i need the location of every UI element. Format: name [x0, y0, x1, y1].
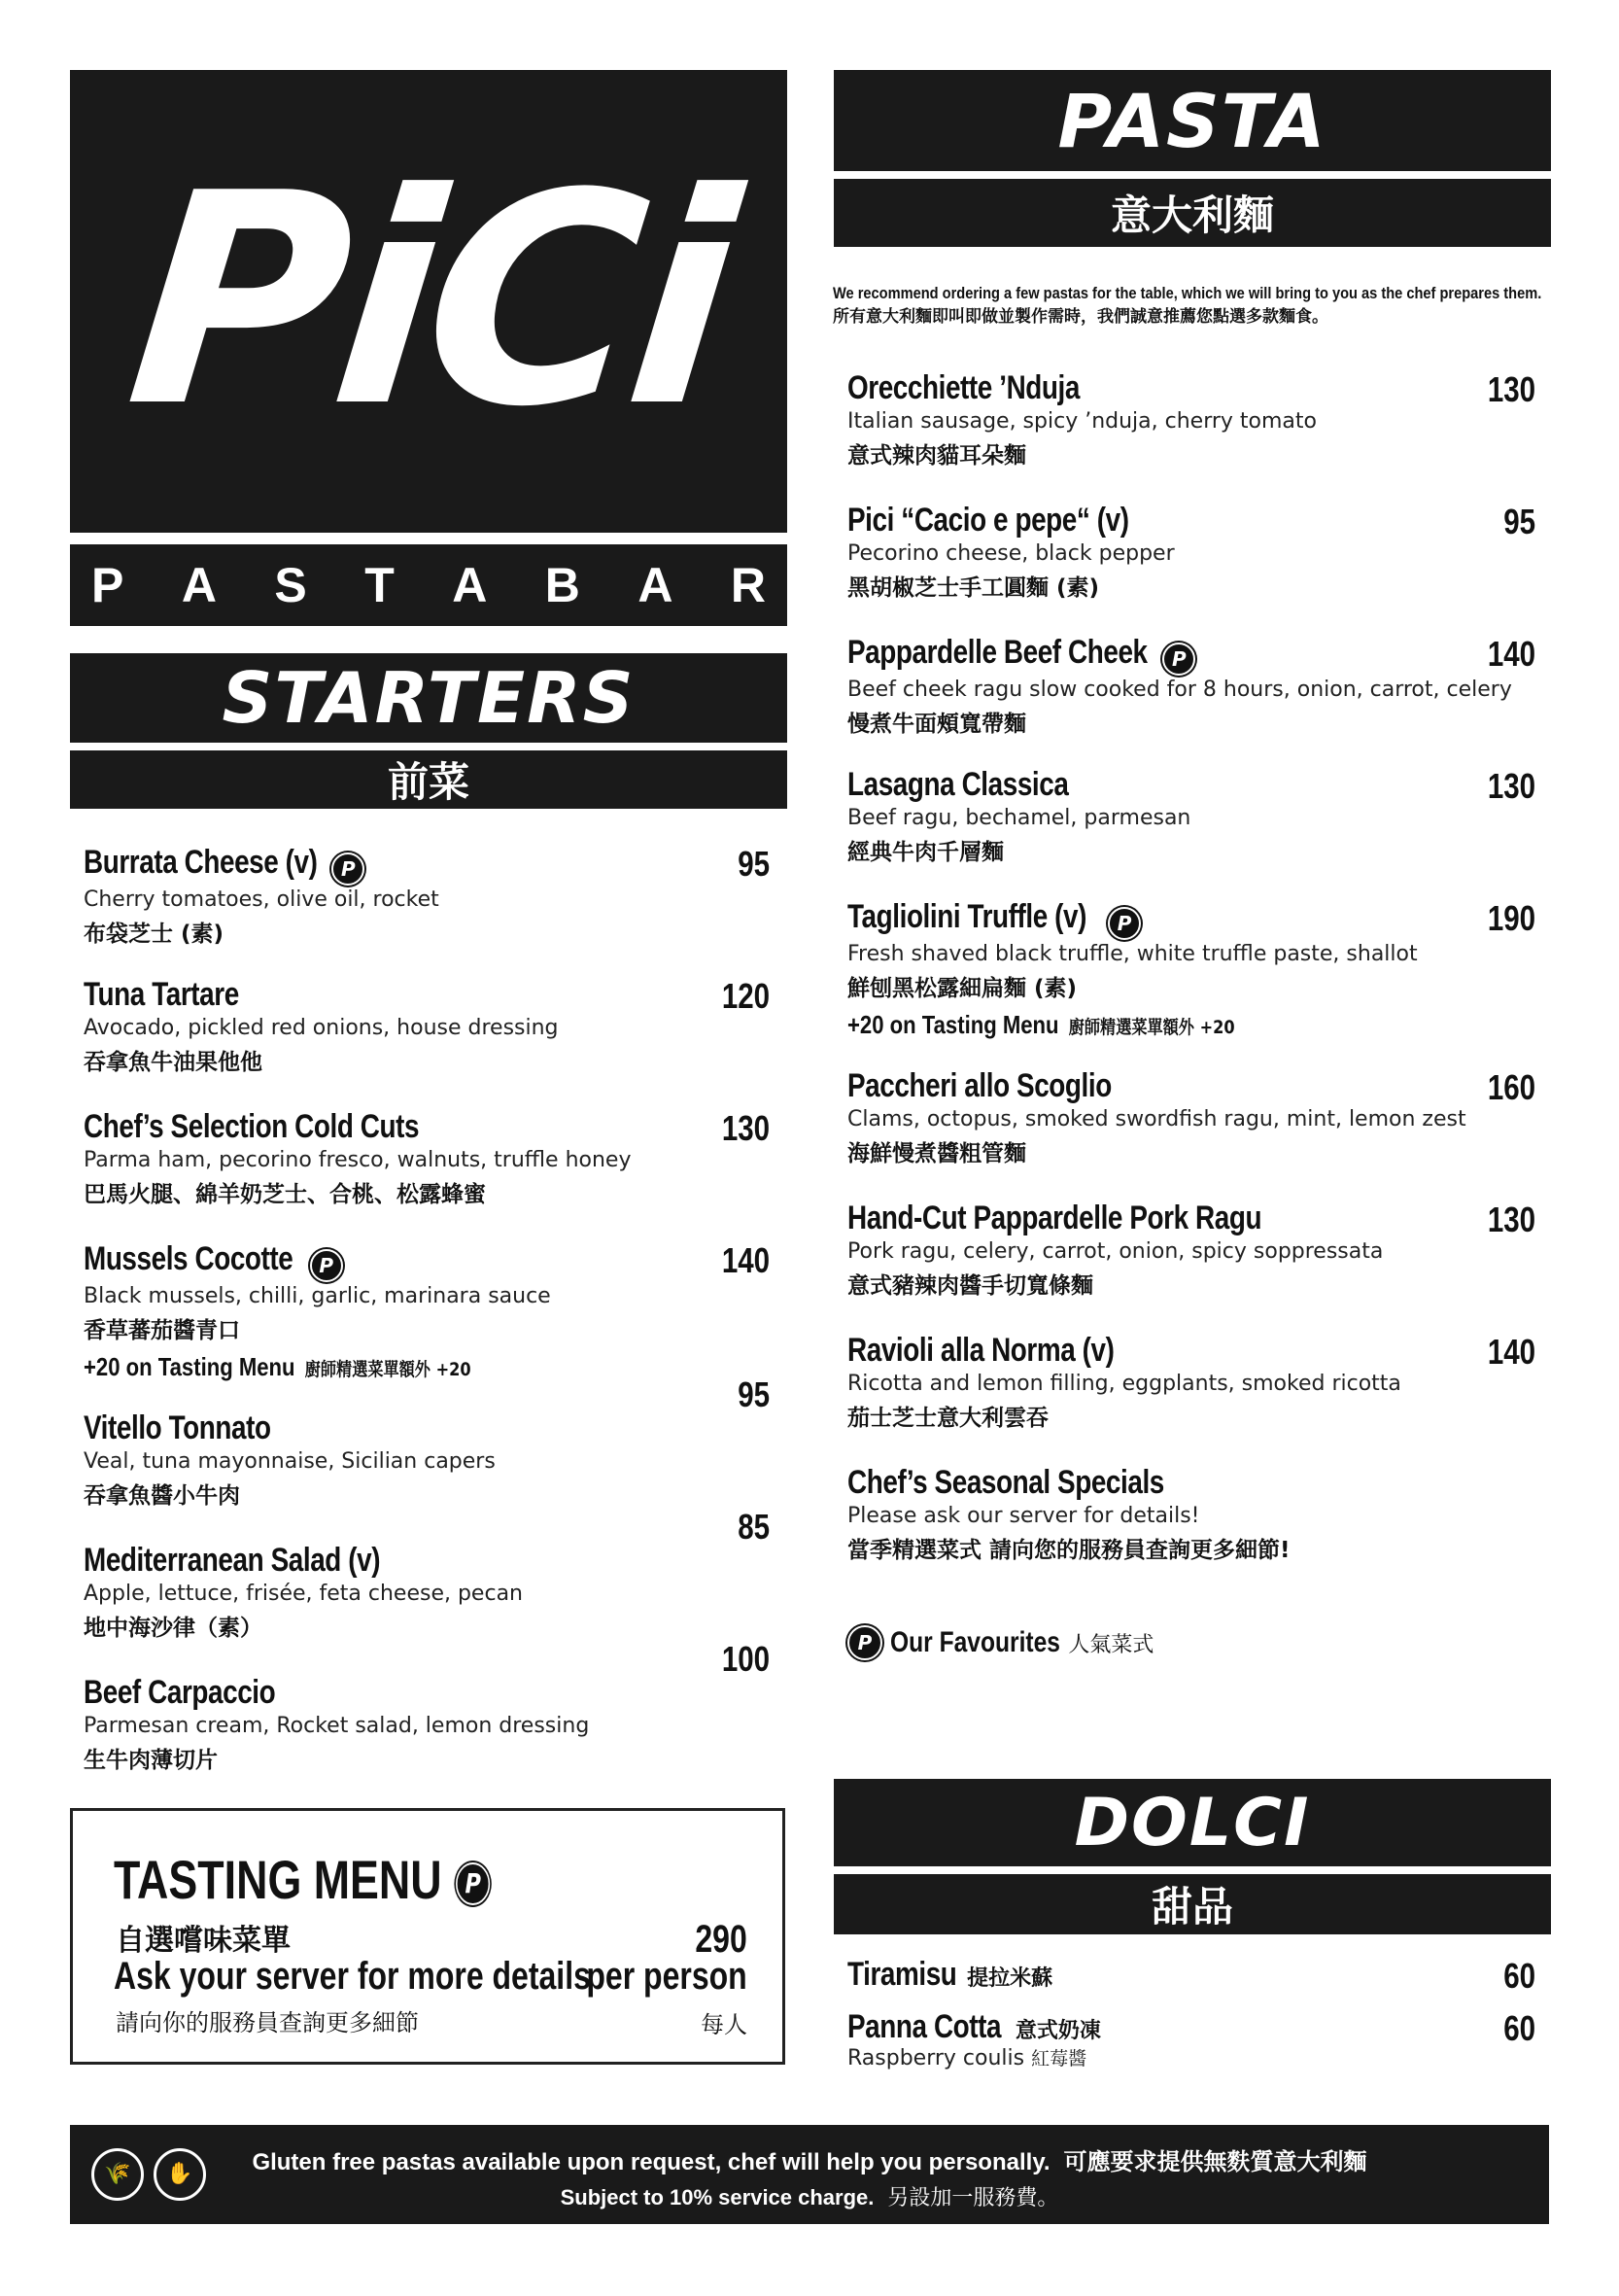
hand-made-icon: ✋	[154, 2148, 206, 2201]
item-desc: Clams, octopus, smoked swordfish ragu, mint, lemon zest	[847, 1107, 1466, 1131]
tasting-ask-cn: 請向你的服務員查詢更多細節	[116, 2009, 419, 2036]
item-desc: Beef ragu, bechamel, parmesan	[847, 806, 1191, 830]
item-price: 130	[1487, 1200, 1535, 1239]
item-name: Hand-Cut Pappardelle Pork Ragu	[847, 1200, 1262, 1236]
item-name: Burrata Cheese (v)	[84, 844, 318, 881]
tagline-letter: B	[544, 558, 580, 612]
item-price: 140	[721, 1240, 770, 1280]
item-cn: 吞拿魚醬小牛肉	[84, 1483, 240, 1509]
tasting-ask: Ask your server for more details	[114, 1955, 591, 1998]
favourite-icon: P	[1108, 907, 1141, 940]
item-price: 160	[1487, 1067, 1535, 1107]
menu-item	[847, 369, 1535, 470]
item-cn: 意式豬辣肉醬手切寬條麵	[847, 1273, 1093, 1299]
item-desc: Beef cheek ragu slow cooked for 8 hours, onion, carrot, celery	[847, 677, 1512, 702]
tasting-title	[114, 1848, 490, 1911]
starters-heading-cn	[70, 750, 787, 809]
item-desc-cn: 紅莓醬	[1031, 2048, 1087, 2070]
tagline-letter: A	[181, 558, 217, 612]
tasting-title-text: TASTING MENU	[114, 1849, 442, 1910]
favourite-icon: P	[456, 1862, 490, 1905]
pasta-title: PASTA	[1057, 77, 1327, 164]
item-name: Chef’s Seasonal Specials	[847, 1464, 1164, 1501]
item-name: Tuna Tartare	[84, 976, 239, 1013]
starters-title-cn: 前菜	[387, 758, 469, 806]
menu-item	[84, 1639, 770, 1774]
footer-line-1	[70, 2142, 1549, 2176]
item-cn: 茄士芝士意大利雲吞	[847, 1406, 1049, 1431]
item-desc: Cherry tomatoes, olive oil, rocket	[84, 887, 439, 912]
tagline-letter: P	[91, 558, 124, 612]
item-cn: 黑胡椒芝士手工圓麵 (素)	[847, 575, 1100, 601]
pasta-note	[833, 282, 1552, 329]
item-price: 95	[738, 844, 770, 884]
item-cn: 海鮮慢煮醬粗管麵	[847, 1141, 1026, 1166]
item-price: 140	[1487, 634, 1535, 674]
favourite-icon: P	[1162, 643, 1195, 676]
footer-gluten-text: Gluten free pastas available upon request, chef will help you personally.	[252, 2149, 1051, 2175]
item-name: Orecchiette ’Nduja	[847, 369, 1080, 406]
item-desc: Avocado, pickled red onions, house dressing	[84, 1016, 559, 1040]
item-name: Tagliolini Truffle (v)	[847, 898, 1087, 935]
item-price: 85	[738, 1507, 770, 1547]
menu-item	[84, 1240, 770, 1382]
tagline-letter: R	[730, 558, 766, 612]
item-desc: Raspberry coulis	[847, 2046, 1025, 2070]
surcharge-text: +20 on Tasting Menu	[84, 1351, 295, 1381]
pasta-title-cn: 意大利麵	[1110, 191, 1274, 239]
item-desc: Parmesan cream, Rocket salad, lemon dressing	[84, 1714, 590, 1738]
footer-gluten-cn: 可應要求提供無麩質意大利麵	[1063, 2148, 1367, 2175]
item-price: 60	[1503, 1956, 1535, 1996]
item-price: 100	[721, 1639, 770, 1679]
item-price: 130	[1487, 369, 1535, 409]
tagline-letter: T	[364, 558, 395, 612]
footer-line-2	[70, 2181, 1549, 2211]
favourite-icon: P	[331, 852, 364, 886]
tasting-menu-box	[70, 1808, 785, 2065]
tasting-title-cn: 自選嚐味菜單	[116, 1924, 291, 1958]
item-price: 130	[721, 1108, 770, 1148]
item-name: Panna Cotta	[847, 2008, 1002, 2045]
item-name: Mussels Cocotte	[84, 1240, 293, 1277]
favourite-icon: P	[847, 1625, 882, 1660]
menu-item	[847, 1464, 1535, 1564]
tasting-per-person-cn: 每人	[701, 2011, 747, 2038]
footer-service-text: Subject to 10% service charge.	[560, 2185, 875, 2209]
menu-item	[847, 1332, 1535, 1432]
item-cn: 提拉米蘇	[967, 1966, 1053, 1991]
item-cn: 香草蕃茄醬青口	[84, 1317, 240, 1343]
tagline-bar	[70, 544, 787, 626]
item-cn: 鮮刨黑松露細扁麵 (素)	[847, 975, 1078, 1001]
item-name: Beef Carpaccio	[84, 1674, 276, 1711]
item-name: Lasagna Classica	[847, 766, 1069, 803]
item-cn: 當季精選菜式 請向您的服務員查詢更多細節!	[847, 1538, 1291, 1563]
item-cn: 布袋芝士 (素)	[84, 921, 224, 947]
item-cn: 吞拿魚牛油果他他	[84, 1050, 262, 1075]
starters-heading	[70, 653, 787, 743]
item-cn: 地中海沙律（素）	[84, 1616, 262, 1641]
menu-item	[847, 502, 1535, 602]
item-price: 120	[721, 976, 770, 1016]
menu-item	[847, 766, 1535, 866]
surcharge-cn: 廚師精選菜單額外 +20	[1068, 1016, 1235, 1038]
item-cn: 意式奶凍	[1015, 2019, 1101, 2043]
item-cn: 經典牛肉千層麵	[847, 840, 1004, 865]
item-price: 95	[1503, 502, 1535, 541]
item-desc: Veal, tuna mayonnaise, Sicilian capers	[84, 1449, 496, 1474]
pasta-note-cn: 所有意大利麵即叫即做並製作需時，我們誠意推薦您點選多款麵食。	[833, 307, 1328, 327]
item-name: Pici “Cacio e pepe“ (v)	[847, 502, 1129, 539]
item-desc: Pecorino cheese, black pepper	[847, 541, 1175, 566]
logo-text: PiCi	[116, 131, 741, 470]
menu-item	[84, 1108, 770, 1208]
menu-item	[847, 898, 1535, 1040]
item-name: Ravioli alla Norma (v)	[847, 1332, 1115, 1369]
tasting-surcharge	[847, 1010, 1432, 1040]
surcharge-cn: 廚師精選菜單額外 +20	[304, 1358, 471, 1380]
tasting-per-person: per person	[586, 1955, 747, 1998]
starters-title: STARTERS	[222, 657, 636, 739]
footer-service-cn: 另設加一服務費。	[887, 2186, 1059, 2210]
dolci-heading-cn	[834, 1874, 1551, 1934]
menu-item	[84, 844, 770, 948]
item-desc: Italian sausage, spicy ’nduja, cherry tomato	[847, 409, 1318, 434]
dolci-title: DOLCI	[1074, 1784, 1311, 1861]
item-desc: Ricotta and lemon filling, eggplants, smoked ricotta	[847, 1372, 1401, 1396]
gluten-free-icon: 🌾	[91, 2148, 144, 2201]
favourite-icon: P	[310, 1249, 343, 1282]
item-name: Paccheri allo Scoglio	[847, 1067, 1112, 1104]
item-name: Pappardelle Beef Cheek	[847, 634, 1148, 671]
menu-item	[847, 1200, 1535, 1300]
item-desc: Black mussels, chilli, garlic, marinara sauce	[84, 1283, 551, 1308]
item-name: Mediterranean Salad (v)	[84, 1542, 381, 1579]
item-cn: 生牛肉薄切片	[84, 1748, 218, 1773]
tasting-price: 290	[695, 1918, 747, 1961]
menu-item	[847, 634, 1535, 738]
favourites-label: Our Favourites	[890, 1626, 1060, 1659]
favourites-legend	[847, 1625, 1154, 1660]
tasting-surcharge	[84, 1352, 667, 1382]
menu-item	[847, 1956, 1535, 1994]
footer-bar	[70, 2125, 1549, 2224]
item-price: 130	[1487, 766, 1535, 806]
menu-item	[84, 976, 770, 1076]
item-price: 95	[738, 1374, 770, 1414]
favourites-label-cn: 人氣菜式	[1068, 1632, 1154, 1657]
surcharge-text: +20 on Tasting Menu	[847, 1009, 1059, 1039]
menu-item	[84, 1507, 770, 1642]
item-name: Chef’s Selection Cold Cuts	[84, 1108, 420, 1145]
dolci-title-cn: 甜品	[1151, 1883, 1233, 1931]
item-desc: Apple, lettuce, frisée, feta cheese, pecan	[84, 1582, 523, 1606]
menu-item	[847, 1067, 1535, 1167]
item-desc: Please ask our server for details!	[847, 1504, 1200, 1528]
tagline-letter: A	[637, 558, 673, 612]
item-price: 60	[1503, 2008, 1535, 2048]
item-name: Vitello Tonnato	[84, 1409, 271, 1446]
dolci-heading	[834, 1779, 1551, 1866]
item-price: 190	[1487, 898, 1535, 938]
item-desc: Pork ragu, celery, carrot, onion, spicy soppressata	[847, 1239, 1384, 1264]
item-price: 140	[1487, 1332, 1535, 1372]
item-cn: 慢煮牛面頰寬帶麵	[847, 711, 1026, 737]
menu-item	[847, 2008, 1535, 2070]
logo	[70, 70, 787, 533]
tagline-letter: S	[274, 558, 307, 612]
item-name: Tiramisu	[847, 1956, 957, 1993]
pasta-note-en: We recommend ordering a few pastas for the table, which we will bring to you as the chef prepares them.	[833, 284, 1542, 302]
pasta-heading-cn	[834, 179, 1551, 247]
menu-item	[84, 1374, 770, 1510]
pasta-heading	[834, 70, 1551, 171]
item-cn: 巴馬火腿、綿羊奶芝士、合桃、松露蜂蜜	[84, 1182, 486, 1207]
tagline-letter: A	[452, 558, 488, 612]
item-desc: Fresh shaved black truffle, white truffle paste, shallot	[847, 941, 1418, 966]
item-desc: Parma ham, pecorino fresco, walnuts, truffle honey	[84, 1148, 632, 1172]
item-cn: 意式辣肉貓耳朵麵	[847, 443, 1026, 469]
